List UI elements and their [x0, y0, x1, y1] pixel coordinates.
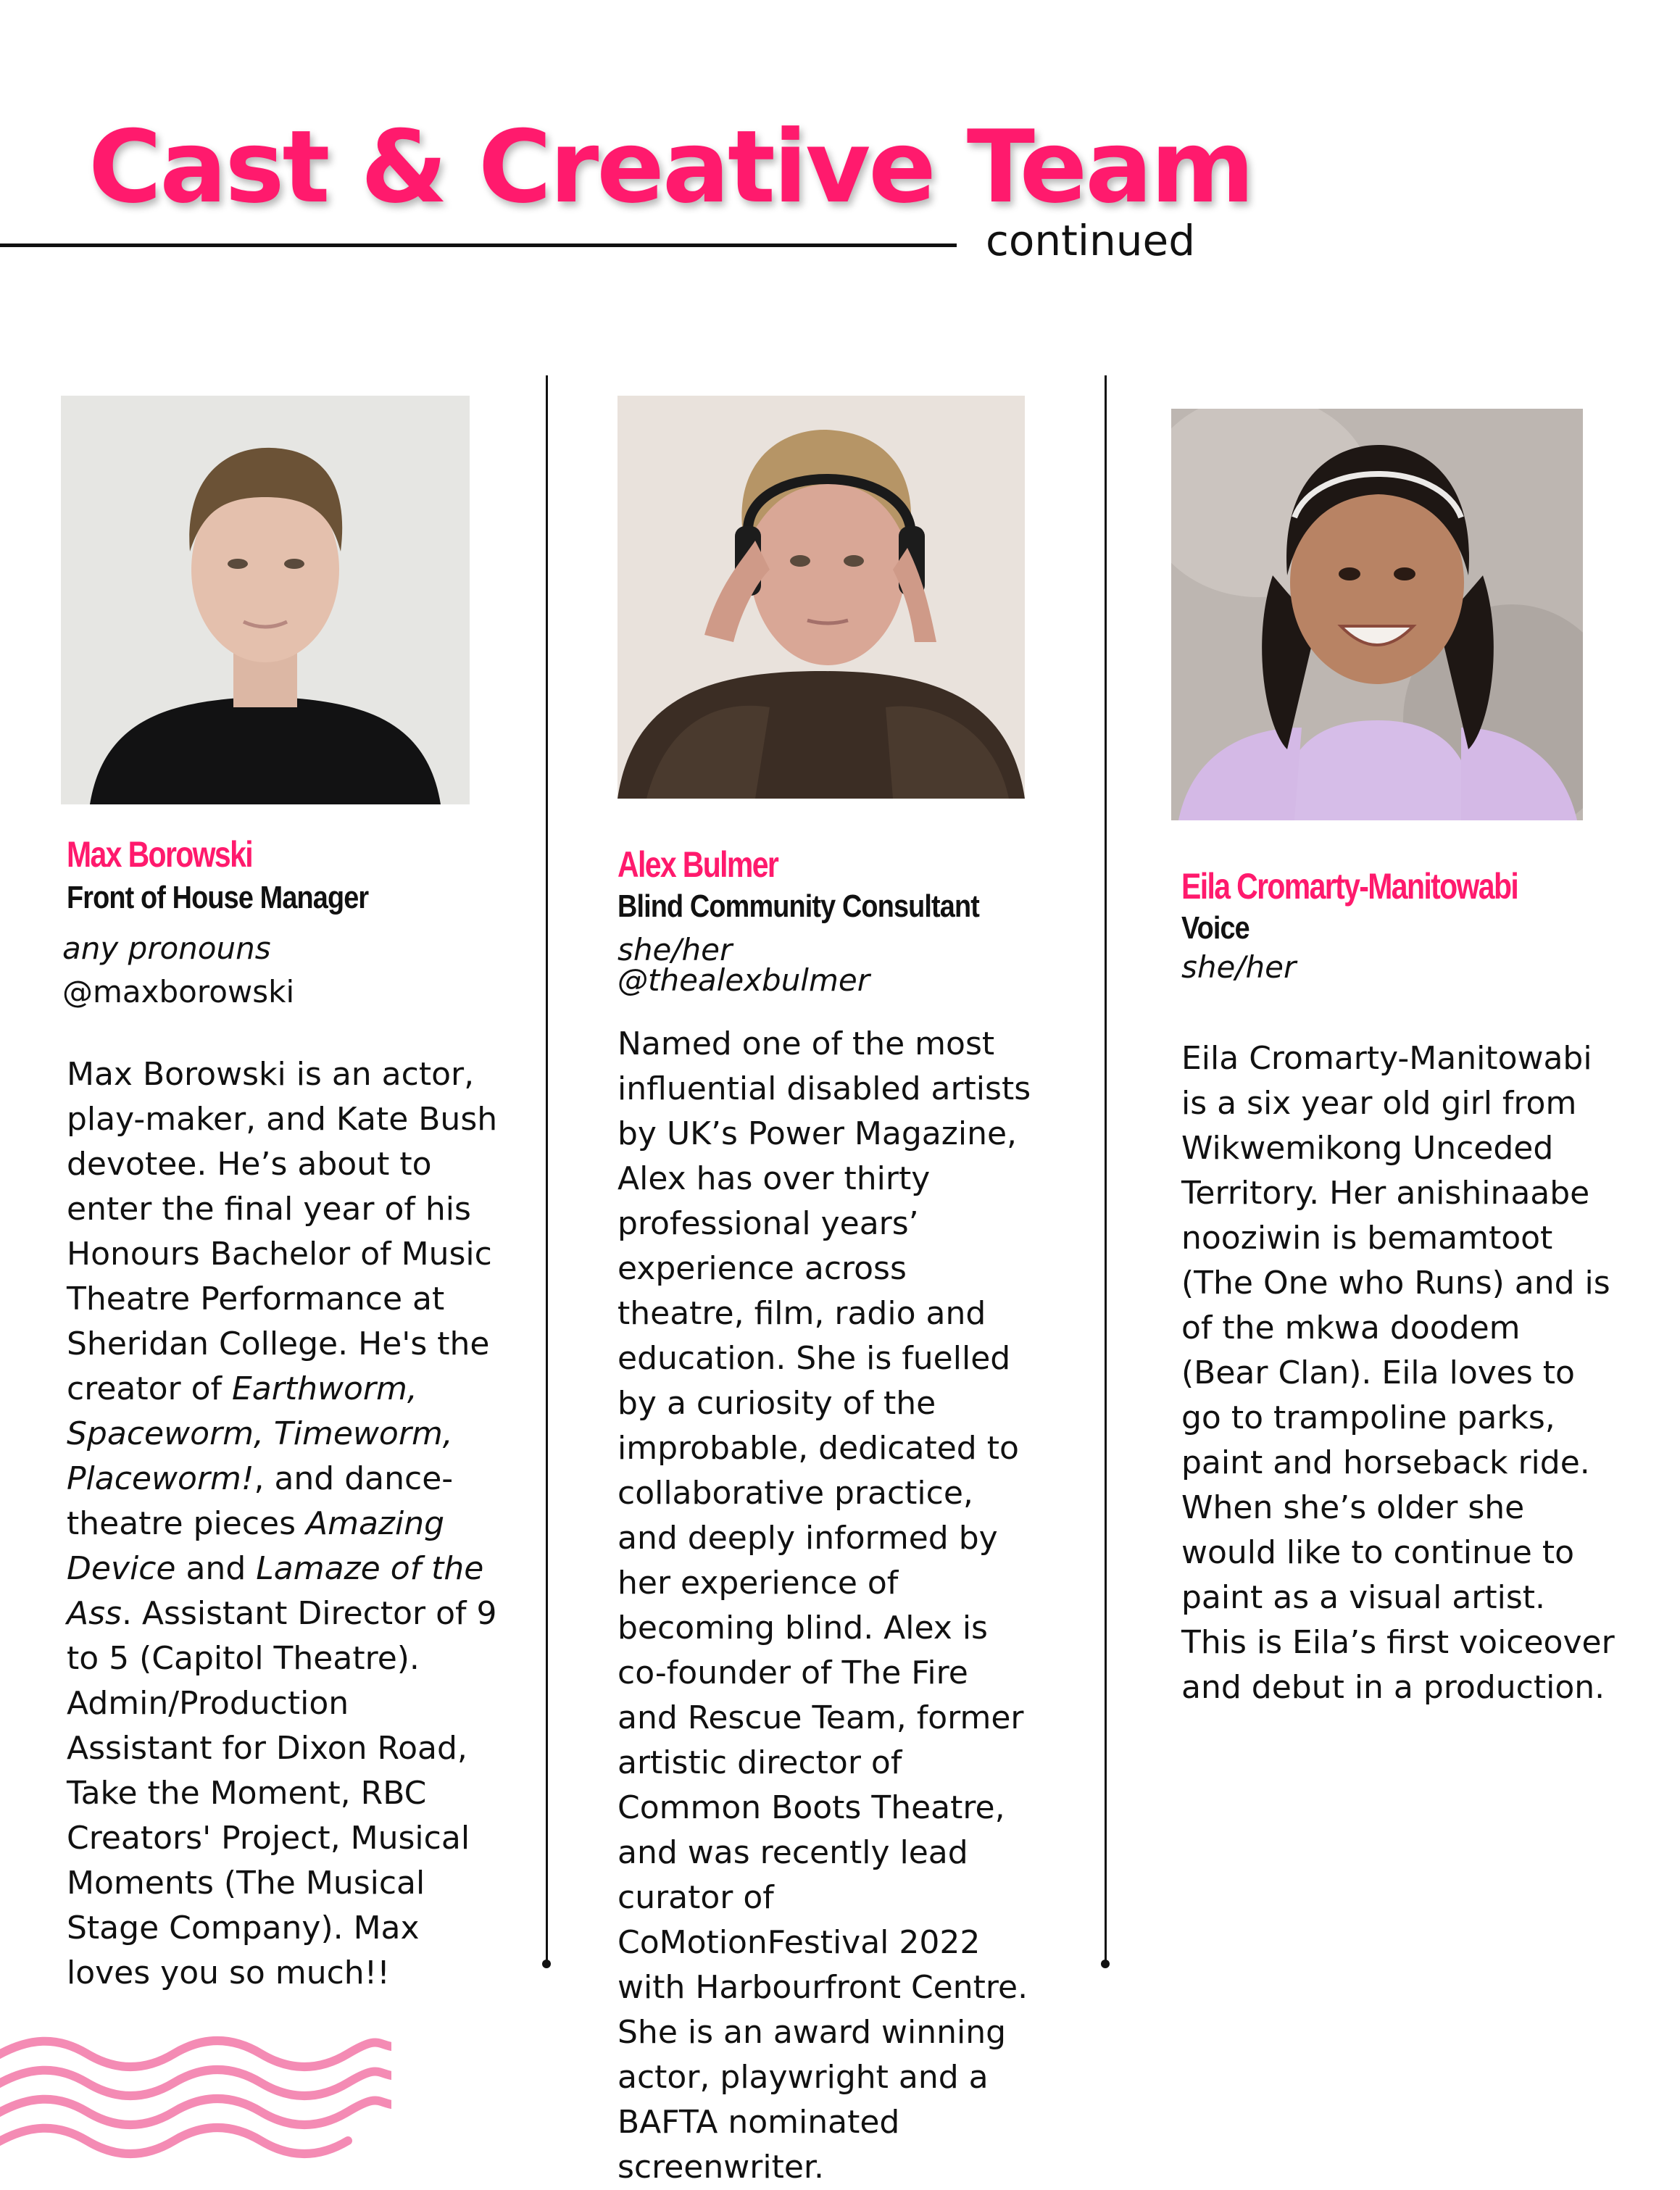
bio-text: Named one of the most influential disabled artists by UK’s Power Magazine, Alex has over thirty professional years’ experience across theatre, film, radio and education. She is fuelled by a curiosity of the improbable, dedicated to collaborative practice, and deeply informed by her experience of becoming blind. Alex is co-founder of The Fire and Rescue Team, former artistic director of Common Boots Theatre, and was recently lead curator of CoMotionFestival 2022 with Harbourfront Centre. She is an award winning actor, playwright and a BAFTA nominated screenwriter. — [617, 1025, 1031, 2186]
column-divider-2 — [1105, 375, 1107, 1962]
person-pronouns: she/her — [617, 932, 733, 967]
title-divider — [0, 243, 957, 247]
column-divider-1 — [546, 375, 548, 1962]
bio-text: , and dance-theatre pieces — [67, 1460, 454, 1542]
person-name: Alex Bulmer — [617, 844, 778, 885]
person-role: Voice — [1181, 910, 1249, 946]
bio-text: Max Borowski is an actor, play-maker, and Kate Bush devotee. He’s about to enter the final year of his Honours Bachelor of Music Theatre Performance at Sheridan College. He's the creator of — [67, 1056, 498, 1407]
bio-title: Lamaze of the Ass — [67, 1550, 484, 1632]
person-bio — [1181, 1036, 1616, 1710]
person-name: Max Borowski — [67, 834, 253, 875]
decorative-waves — [0, 2029, 391, 2174]
portrait-photo-eila — [1171, 409, 1583, 820]
bio-title: Amazing Device — [67, 1505, 445, 1587]
page-subtitle: continued — [986, 216, 1196, 265]
person-bio — [67, 1052, 502, 1996]
person-pronouns: any pronouns — [62, 930, 271, 966]
bio-text: and — [175, 1550, 257, 1587]
social-handle: @maxborowski — [62, 974, 295, 1009]
bio-text: . Assistant Director of 9 to 5 (Capitol Theatre). Admin/Production Assistant for Dixon Road, Take the Moment, RBC Creators' Project, Musical Moments (The Musical Stage Company). Max loves you so much!! — [67, 1595, 497, 1991]
person-role: Front of House Manager — [67, 880, 369, 915]
bio-text: Eila Cromarty-Manitowabi is a six year old girl from Wikwemikong Unceded Territory. Her anishinaabe nooziwin is bemamtoot (The One who Runs) and is of the mkwa doodem (Bear Clan). Eila loves to go to trampoline parks, paint and horseback ride. When she’s older she would like to continue to paint as a visual artist. This is Eila’s first voiceover and debut in a production. — [1181, 1040, 1615, 1706]
portrait-photo-alex — [617, 396, 1025, 799]
page-title: Cast & Creative Team — [88, 109, 1253, 225]
portrait-photo-max — [61, 396, 470, 804]
bio-title: Earthworm, Spaceworm, Timeworm, Placeworm! — [67, 1370, 453, 1497]
person-name: Eila Cromarty-Manitowabi — [1181, 866, 1518, 907]
person-role: Blind Community Consultant — [617, 888, 979, 924]
person-pronouns: she/her — [1181, 949, 1297, 985]
social-handle: @thealexbulmer — [617, 962, 870, 998]
person-bio — [617, 1022, 1038, 2190]
